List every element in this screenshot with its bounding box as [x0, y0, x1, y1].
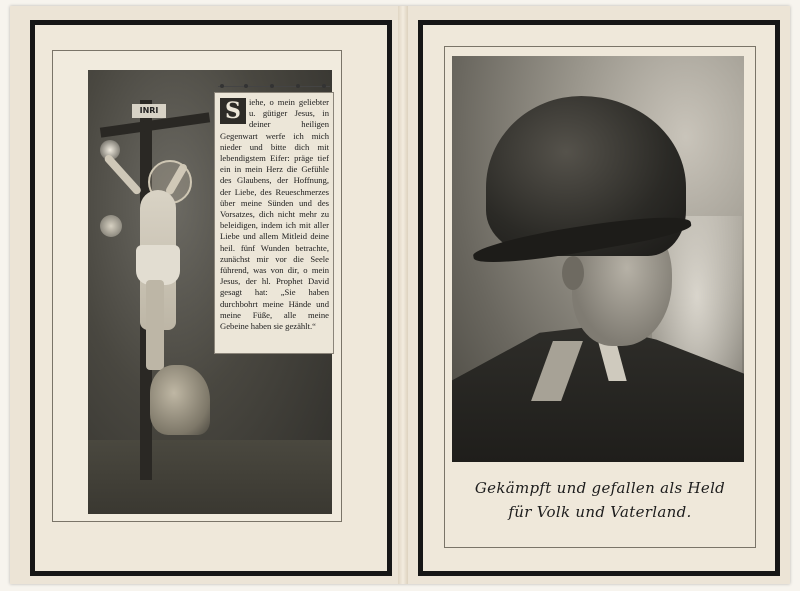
prayer-text: iehe, o mein geliebter u. gütiger Jesus, in deiner heiligen Gegenwart werfe ich mich nieder und bitte dich mit lebendigstem Eifer: präge tief ein in mein Herz die Gefühle des Glaubens, der Hoffnung, der Liebe, des Reueschmerzes über meine Sünden und des Vorsatzes, dich nicht mehr zu beleidigen, indem ich mit aller Liebe und allem Mitleid deine heil. fünf Wunden betrachte, zunächst mir vor die Seele führend, was von dir, o mein Jesus, der hl. Prophet David gesagt hat: „Sie haben durchbohrt meine Hände und meine Füße, alle meine Gebeine haben sie gezählt.“	[220, 97, 329, 332]
prayer-text-box	[214, 92, 334, 354]
kneeling-figure	[150, 365, 210, 435]
inri-sign: INRI	[132, 104, 166, 118]
loincloth	[136, 245, 180, 285]
soldier-ear	[562, 256, 584, 290]
soldier-portrait	[452, 56, 744, 462]
figure-legs	[146, 280, 164, 370]
caption-line-2: für Volk und Vaterland.	[508, 503, 692, 521]
ground-shading	[88, 440, 332, 514]
moon-glow	[100, 215, 122, 237]
caption-line-1: Gekämpft und gefallen als Held	[474, 479, 726, 497]
card-fold	[398, 6, 408, 584]
prayer-dropcap: S	[220, 98, 246, 124]
memorial-caption	[444, 476, 756, 524]
